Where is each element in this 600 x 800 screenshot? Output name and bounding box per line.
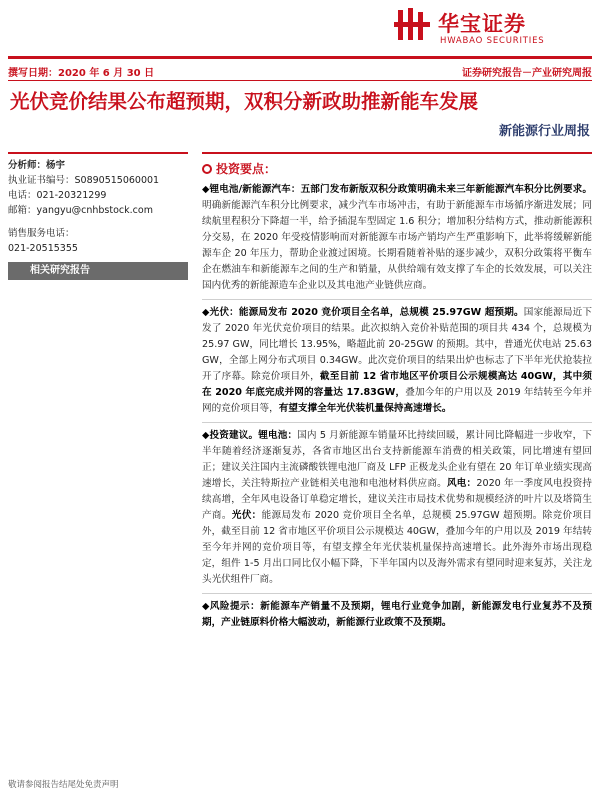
report-type: 证券研究报告－产业研究周报 (462, 68, 592, 79)
paragraph-pv-bold-a: 截至目前 12 省市地区平价项目公示规模高达 40GW，其中须在 2020 年底完成并网的容量达 17.83GW， (202, 371, 592, 398)
paragraph-battery-body: 明确新能源汽车积分比例要求，减少汽车市场冲击，有助于新能源车市场循序渐进发展；同续航里程积分下降超一半，给予插混车型固定 1.6 积分；增加积分结构方式，推动新能源积分交易，在 2020 年受疫情影响而对新能源车市场产销均产生严重影响下，此举将缓解新能源车企 20 年压力，帮助企业渡过困境。长期看随着补贴的逐步减少，双积分政策将平衡车企在燃油车和新能源车之间的生产和销量，从供给端有效支撑了车企的长效发展，可以关注国内优秀的新能源造车企业以及其电池产业链供应商。 (202, 200, 592, 291)
paragraph-risk-head: ◆风险提示： (202, 601, 261, 612)
paragraph-advice-body-a: 国内 5 月新能源车销量环比持续回暖，累计同比降幅进一步收窄，下半年随着经济逐渐复苏，各省市地区出台支持新能源车消费的相关政策，同比增速有望回正；建议关注国内主流磷酸铁锂电池厂商及 LFP 正极龙头企业有望在 20 年订单业绩实现高速增长，关注特斯拉产业链相关电池和电池材料供应商。 (202, 430, 592, 489)
paragraph-pv-bold-b: 有望支撑全年光伏装机量保持高速增长。 (278, 403, 452, 414)
paragraph-risk-body: 新能源车产销量不及预期，锂电行业竞争加剧，新能源发电行业复苏不及预期，产业链原料价格大幅波动，新能源行业政策不及预期。 (202, 601, 592, 628)
paragraph-advice-head: ◆投资建议。锂电池： (202, 430, 298, 441)
paragraph-advice-body-c: 能源局发布 2020 竞价项目全名单，总规模 25.97GW 超预期。除竞价项目外，截至目前 12 省市地区平价项目公示规模达 40GW，叠加今年的户用以及 2019 年结转至今年并网的竞价项目等，有望支撑全年光伏装机量保持高速增长。此外海外市场出现稳定，组件 1-5 月出口同比仅小幅下降，下半年国内以及海外需求有望同时迎来复苏，关注龙头光伏组件厂商。 (202, 510, 593, 585)
paragraph-risk (202, 599, 592, 631)
investment-heading-label: 投资要点： (216, 162, 277, 176)
analyst-name: 分析师：杨宇 (8, 160, 66, 171)
analyst-phone: 电话：021-20321299 (8, 190, 107, 201)
paragraph-pv (202, 305, 592, 417)
brand-mark-icon (394, 6, 432, 44)
section-divider (202, 422, 592, 423)
disclaimer-footer: 敬请参阅报告结尾处免责声明 (8, 780, 119, 790)
investment-summary (202, 152, 592, 631)
brand-logo (394, 6, 584, 50)
investment-heading (202, 160, 592, 177)
paragraph-advice-body-b: 2020 年一季度风电投资持续高增，全年风电设备订单稳定增长，建议关注市局技术优势和规模经济的叶片以及塔筒生产商。 (202, 478, 593, 521)
paragraph-pv-body-b: 叠加今年的户用以及 2019 年结转至今年并网的竞价项目等， (202, 387, 592, 414)
brand-name-cn: 华宝证券 (438, 12, 526, 36)
paragraph-battery (202, 182, 592, 294)
paragraph-battery-head: ◆锂电池/新能源汽车：五部门发布新版双积分政策明确未来三年新能源汽车积分比例要求。 (202, 184, 592, 195)
analyst-email[interactable]: 邮箱：yangyu@cnhbstock.com (8, 205, 153, 216)
analyst-cert: 执业证书编号：S0890515060001 (8, 175, 160, 186)
related-reports-header: 相关研究报告 (8, 262, 188, 280)
paragraph-advice-wind: 风电： (446, 478, 477, 489)
sales-label: 销售服务电话： (8, 228, 75, 239)
sales-phone: 021-20515355 (8, 243, 78, 254)
paragraph-pv-head: ◆光伏：能源局发布 2020 竞价项目全名单，总规模 25.97GW 超预期。 (202, 307, 524, 318)
report-date: 撰写日期：2020 年 6 月 30 日 (8, 68, 155, 79)
bullet-circle-icon (202, 164, 212, 174)
page-subtitle: 新能源行业周报 (498, 124, 590, 139)
section-divider (202, 299, 592, 300)
analyst-info (8, 152, 188, 256)
paragraph-advice-pv: 光伏： (231, 510, 262, 521)
header-thin-rule (8, 80, 592, 81)
section-divider (202, 593, 592, 594)
paragraph-pv-body-a: 国家能源局近下发了 2020 年光伏竞价项目的结果。此次拟纳入竞价补贴范围的项目共 434 个，总规模为 25.97 GW，同比增长 13.95%，略超此前 20-25GW 的预期。其中，普通光伏电站 25.63 GW，全部上网分布式项目 0.34GW。此次竞价项目的结果出炉也标志了下半年光伏抢装拉开了序幕。除竞价项目外， (202, 307, 593, 382)
header-rule (8, 56, 592, 59)
brand-name-en: HWABAO SECURITIES (440, 36, 545, 46)
analyst-sidebar (8, 152, 188, 280)
paragraph-advice (202, 428, 592, 588)
page-title: 光伏竞价结果公布超预期，双积分新政助推新能车发展 (10, 90, 479, 113)
